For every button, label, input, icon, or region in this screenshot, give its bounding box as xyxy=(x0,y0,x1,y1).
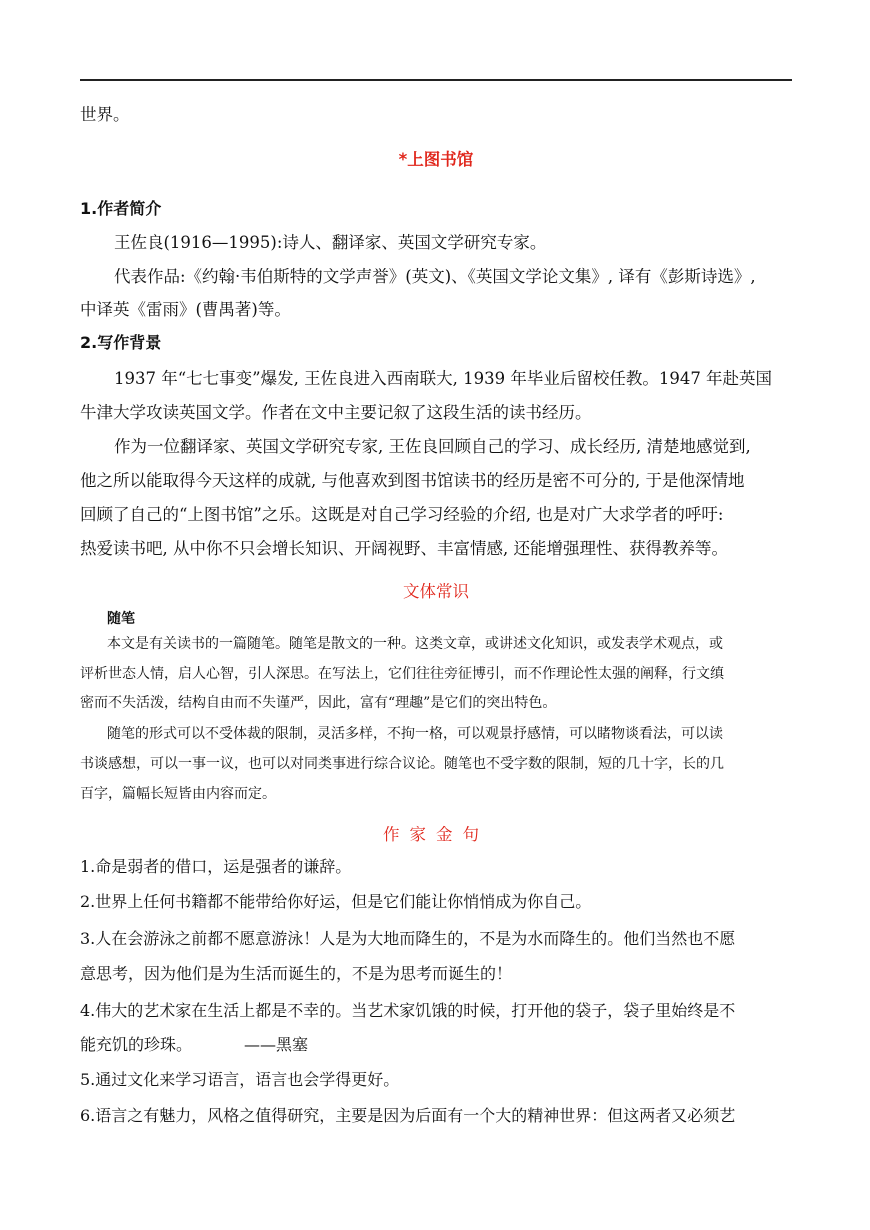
author-heading: 1.作者简介 xyxy=(80,199,162,218)
background-line: 热爱读书吧, 从中你不只会增长知识、开阔视野、丰富情感, 还能增强理性、获得教养等。 xyxy=(80,539,728,558)
background-line: 他之所以能取得今天这样的成就, 与他喜欢到图书馆读书的经历是密不可分的, 于是他深情地 xyxy=(80,471,745,490)
author-line: 中译英《雷雨》(曹禺著)等。 xyxy=(80,300,291,319)
quote-attribution: ——黑塞 xyxy=(244,1035,309,1054)
author-line: 王佐良(1916—1995):诗人、翻译家、英国文学研究专家。 xyxy=(114,233,547,252)
author-line: 代表作品:《约翰·韦伯斯特的文学声誉》(英文)、《英国文学论文集》, 译有《彭斯诗选》, xyxy=(114,267,756,286)
genre-title: 文体常识 xyxy=(403,582,469,601)
background-line: 牛津大学攻读英国文学。作者在文中主要记叙了这段生活的读书经历。 xyxy=(80,403,592,422)
quote-line: 1.命是弱者的借口，运是强者的谦辞。 xyxy=(80,857,352,876)
genre-line: 评析世态人情，启人心智，引人深思。在写法上，它们往往旁征博引，而不作理论性太强的阐释，行文缜 xyxy=(80,666,724,682)
quote-line: 6.语言之有魅力，风格之值得研究，主要是因为后面有一个大的精神世界：但这两者又必须艺 xyxy=(80,1106,736,1125)
quote-line: 2.世界上任何书籍都不能带给你好运，但是它们能让你悄悄成为你自己。 xyxy=(80,892,592,911)
genre-line: 密而不失活泼，结构自由而不失谨严，因此，富有“理趣”是它们的突出特色。 xyxy=(80,695,557,711)
background-line: 1937 年“七七事变”爆发, 王佐良进入西南联大, 1939 年毕业后留校任教。1947 年赴英国 xyxy=(114,369,773,388)
quote-line: 意思考，因为他们是为生活而诞生的，不是为思考而诞生的！ xyxy=(80,964,513,983)
background-line: 作为一位翻译家、英国文学研究专家, 王佐良回顾自己的学习、成长经历, 清楚地感觉到, xyxy=(114,437,751,456)
background-line: 回顾了自己的“上图书馆”之乐。这既是对自己学习经验的介绍, 也是对广大求学者的呼吁: xyxy=(80,505,724,524)
genre-line: 书谈感想，可以一事一议，也可以对同类事进行综合议论。随笔也不受字数的限制，短的几十字，长的几 xyxy=(80,756,724,772)
quote-text: 能充饥的珍珠。 xyxy=(80,1035,193,1054)
quote-line: 5.通过文化来学习语言，语言也会学得更好。 xyxy=(80,1070,400,1089)
genre-line: 百字，篇幅长短皆由内容而定。 xyxy=(80,786,276,802)
header-rule xyxy=(80,79,792,81)
quote-line xyxy=(80,1034,792,1056)
quote-line: 3.人在会游泳之前都不愿意游泳！人是为大地而降生的，不是为水而降生的。他们当然也不愿 xyxy=(80,929,736,948)
quotes-title: 作家金句 xyxy=(383,825,489,844)
quote-line: 4.伟大的艺术家在生活上都是不幸的。当艺术家饥饿的时候，打开他的袋子，袋子里始终是不 xyxy=(80,1001,736,1020)
genre-line: 本文是有关读书的一篇随笔。随笔是散文的一种。这类文章，或讲述文化知识，或发表学术观点，或 xyxy=(107,636,723,652)
genre-line: 随笔的形式可以不受体裁的限制，灵活多样，不拘一格，可以观景抒感情，可以睹物谈看法，可以读 xyxy=(107,726,723,742)
background-heading: 2.写作背景 xyxy=(80,333,162,352)
intro-tail: 世界。 xyxy=(80,105,130,124)
genre-subhead: 随笔 xyxy=(107,611,135,627)
section-title: *上图书馆 xyxy=(398,150,474,169)
